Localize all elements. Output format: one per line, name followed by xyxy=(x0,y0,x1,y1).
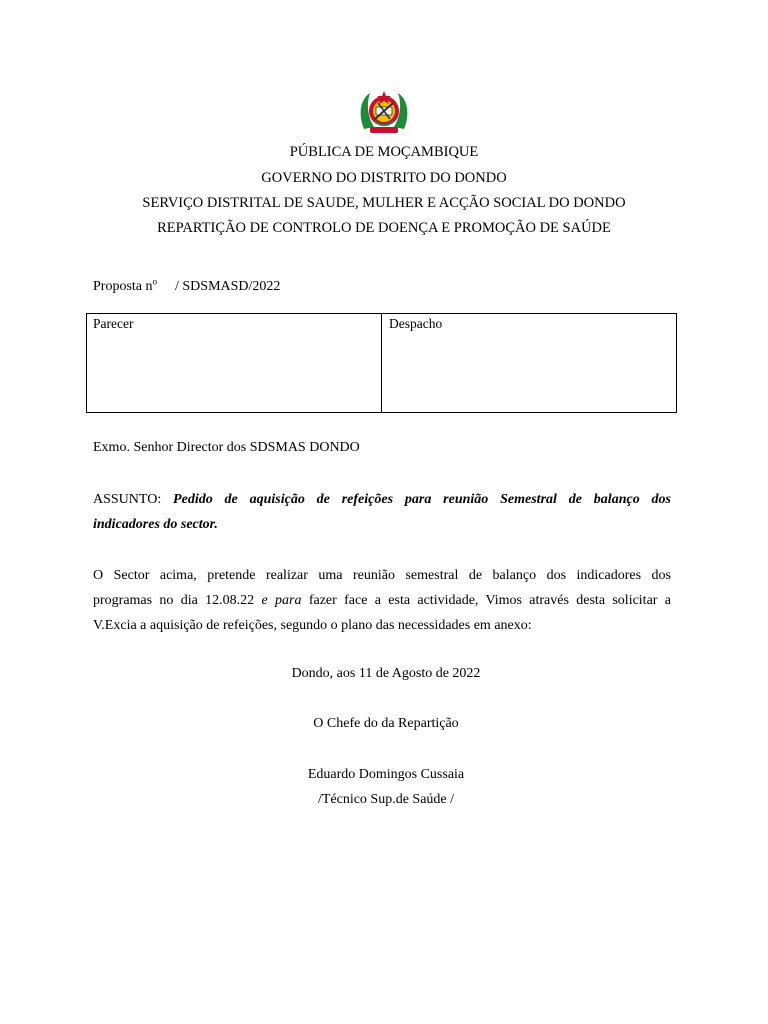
header-line-department: REPARTIÇÃO DE CONTROLO DE DOENÇA E PROMOÇÃO DE SAÚDE xyxy=(157,220,611,236)
proposta-degree: o xyxy=(152,276,157,287)
addressee: Exmo. Senhor Director dos SDSMAS DONDO xyxy=(93,440,360,455)
table-divider xyxy=(381,314,382,412)
parecer-despacho-table xyxy=(86,313,677,413)
signatory-name: Eduardo Domingos Cussaia xyxy=(307,767,465,782)
coat-of-arms-emblem xyxy=(356,85,412,141)
assunto-line-1 xyxy=(93,487,671,512)
assunto-text-2: indicadores do sector. xyxy=(93,517,218,532)
body-line-2a: programas no dia 12.08.22 xyxy=(93,593,255,608)
proposta-prefix: Proposta n xyxy=(93,279,153,294)
parecer-label: Parecer xyxy=(93,316,134,331)
proposta-suffix: / SDSMASD/2022 xyxy=(175,279,281,294)
body-line-3: V.Excia a aquisição de refeições, segundo o plano das necessidades em anexo: xyxy=(93,618,532,633)
signatory-role: O Chefe do da Repartição xyxy=(313,716,459,731)
assunto-line-2 xyxy=(93,512,671,537)
body-line-2b: fazer face a esta actividade, Vimos através desta solicitar a xyxy=(308,593,671,608)
despacho-label: Despacho xyxy=(389,316,443,331)
header-line-republic: PÚBLICA DE MOÇAMBIQUE xyxy=(289,144,479,160)
body-line-2 xyxy=(93,588,671,613)
body-line-1: O Sector acima, pretende realizar uma reunião semestral de balanço dos indicadores dos xyxy=(93,568,671,583)
assunto-text-1: Pedido de aquisição de refeições para reunião Semestral de balanço dos xyxy=(173,492,671,507)
place-date: Dondo, aos 11 de Agosto de 2022 xyxy=(291,666,481,681)
body-line-2-italic: e para xyxy=(261,593,302,608)
proposta-number xyxy=(93,276,281,295)
signatory-title: /Técnico Sup.de Saúde / xyxy=(317,792,455,807)
header-line-service: SERVIÇO DISTRITAL DE SAUDE, MULHER E ACÇÃO SOCIAL DO DONDO xyxy=(142,195,626,211)
header-line-government: GOVERNO DO DISTRITO DO DONDO xyxy=(261,170,507,186)
assunto-label: ASSUNTO: xyxy=(93,492,162,507)
